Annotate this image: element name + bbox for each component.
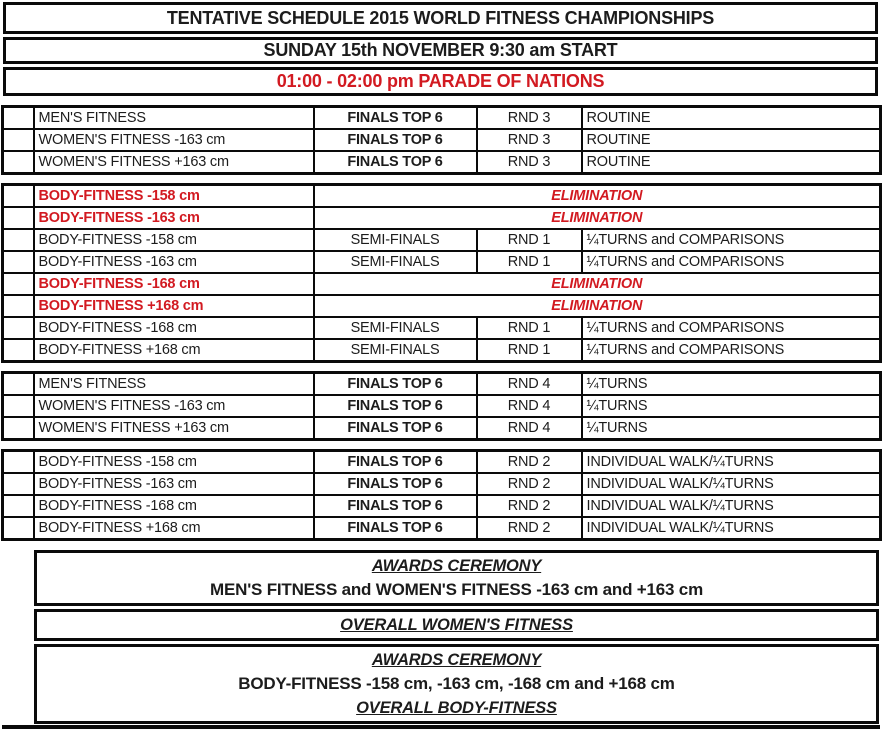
awards-line: MEN'S FITNESS and WOMEN'S FITNESS -163 cm and +163 cm: [210, 580, 703, 599]
schedule-row: [3, 273, 881, 295]
round-cell: RND 1: [477, 339, 582, 362]
stage-cell: SEMI-FINALS: [314, 251, 477, 273]
event-cell: BODY-FITNESS -158 cm: [34, 229, 314, 251]
round-cell: RND 2: [477, 473, 582, 495]
event-cell: BODY-FITNESS -168 cm: [34, 273, 314, 295]
row-margin-cell: [3, 339, 34, 362]
awards-line: BODY-FITNESS -158 cm, -163 cm, -168 cm and +168 cm: [238, 674, 675, 693]
schedule-row: [3, 495, 881, 517]
stage-cell: FINALS TOP 6: [314, 395, 477, 417]
round-cell: RND 4: [477, 395, 582, 417]
description-cell: INDIVIDUAL WALK/¼TURNS: [582, 495, 881, 517]
event-cell: WOMEN'S FITNESS -163 cm: [34, 395, 314, 417]
schedule-row: [3, 129, 881, 151]
awards-box-body-fitness: [34, 644, 879, 724]
event-cell: MEN'S FITNESS: [34, 107, 314, 130]
schedule-row: [3, 373, 881, 396]
row-margin-cell: [3, 395, 34, 417]
event-cell: BODY-FITNESS -163 cm: [34, 251, 314, 273]
schedule-row: [3, 473, 881, 495]
schedule-row: [3, 107, 881, 130]
event-cell: BODY-FITNESS -168 cm: [34, 317, 314, 339]
row-margin-cell: [3, 317, 34, 339]
header-title: TENTATIVE SCHEDULE 2015 WORLD FITNESS CHAMPIONSHIPS: [3, 2, 878, 34]
schedule-row: [3, 417, 881, 440]
round-cell: RND 2: [477, 495, 582, 517]
description-cell: ¼TURNS and COMPARISONS: [582, 339, 881, 362]
description-cell: ¼TURNS and COMPARISONS: [582, 229, 881, 251]
row-margin-cell: [3, 373, 34, 396]
schedule-row: [3, 151, 881, 174]
row-margin-cell: [3, 185, 34, 208]
stage-cell: FINALS TOP 6: [314, 129, 477, 151]
round-cell: RND 1: [477, 317, 582, 339]
stage-cell: FINALS TOP 6: [314, 473, 477, 495]
event-cell: MEN'S FITNESS: [34, 373, 314, 396]
schedule-row: [3, 295, 881, 317]
stage-cell: SEMI-FINALS: [314, 339, 477, 362]
round-cell: RND 3: [477, 151, 582, 174]
awards-line: AWARDS CEREMONY: [371, 557, 542, 575]
event-cell: BODY-FITNESS -158 cm: [34, 451, 314, 474]
event-cell: BODY-FITNESS -158 cm: [34, 185, 314, 208]
schedule-row: [3, 517, 881, 540]
elimination-cell: ELIMINATION: [314, 207, 881, 229]
row-margin-cell: [3, 151, 34, 174]
header-parade-of-nations: 01:00 - 02:00 pm PARADE OF NATIONS: [3, 67, 878, 96]
stage-cell: FINALS TOP 6: [314, 373, 477, 396]
schedule-row: [3, 451, 881, 474]
row-margin-cell: [3, 495, 34, 517]
stage-cell: FINALS TOP 6: [314, 417, 477, 440]
description-cell: INDIVIDUAL WALK/¼TURNS: [582, 451, 881, 474]
schedule-row: [3, 229, 881, 251]
schedule-row: [3, 185, 881, 208]
stage-cell: FINALS TOP 6: [314, 107, 477, 130]
description-cell: ROUTINE: [582, 107, 881, 130]
row-margin-cell: [3, 417, 34, 440]
row-margin-cell: [3, 451, 34, 474]
row-margin-cell: [3, 517, 34, 540]
event-cell: BODY-FITNESS +168 cm: [34, 339, 314, 362]
row-margin-cell: [3, 207, 34, 229]
awards-box-overall-womens-fitness: [34, 609, 879, 641]
schedule-row: [3, 395, 881, 417]
event-cell: BODY-FITNESS +168 cm: [34, 295, 314, 317]
description-cell: ¼TURNS: [582, 417, 881, 440]
event-cell: BODY-FITNESS +168 cm: [34, 517, 314, 540]
description-cell: INDIVIDUAL WALK/¼TURNS: [582, 473, 881, 495]
round-cell: RND 1: [477, 229, 582, 251]
event-cell: WOMEN'S FITNESS -163 cm: [34, 129, 314, 151]
stage-cell: SEMI-FINALS: [314, 317, 477, 339]
event-cell: BODY-FITNESS -163 cm: [34, 207, 314, 229]
event-cell: WOMEN'S FITNESS +163 cm: [34, 417, 314, 440]
elimination-cell: ELIMINATION: [314, 185, 881, 208]
elimination-cell: ELIMINATION: [314, 295, 881, 317]
description-cell: INDIVIDUAL WALK/¼TURNS: [582, 517, 881, 540]
round-cell: RND 4: [477, 373, 582, 396]
row-margin-cell: [3, 295, 34, 317]
schedule-table-finals-rnd3: [1, 105, 882, 175]
schedule-table-finals-rnd4: [1, 371, 882, 441]
description-cell: ¼TURNS and COMPARISONS: [582, 251, 881, 273]
stage-cell: FINALS TOP 6: [314, 495, 477, 517]
row-margin-cell: [3, 273, 34, 295]
event-cell: WOMEN'S FITNESS +163 cm: [34, 151, 314, 174]
awards-line: AWARDS CEREMONY: [371, 651, 542, 669]
row-margin-cell: [3, 107, 34, 130]
schedule-row: [3, 207, 881, 229]
round-cell: RND 4: [477, 417, 582, 440]
row-margin-cell: [3, 229, 34, 251]
stage-cell: FINALS TOP 6: [314, 517, 477, 540]
stage-cell: FINALS TOP 6: [314, 151, 477, 174]
round-cell: RND 2: [477, 451, 582, 474]
description-cell: ¼TURNS: [582, 395, 881, 417]
description-cell: ROUTINE: [582, 129, 881, 151]
schedule-row: [3, 339, 881, 362]
elimination-cell: ELIMINATION: [314, 273, 881, 295]
row-margin-cell: [3, 251, 34, 273]
event-cell: BODY-FITNESS -163 cm: [34, 473, 314, 495]
schedule-row: [3, 251, 881, 273]
awards-line: OVERALL WOMEN'S FITNESS: [340, 616, 573, 634]
stage-cell: FINALS TOP 6: [314, 451, 477, 474]
round-cell: RND 3: [477, 107, 582, 130]
round-cell: RND 2: [477, 517, 582, 540]
schedule-page: [0, 2, 882, 729]
awards-box-fitness: [34, 550, 879, 606]
description-cell: ROUTINE: [582, 151, 881, 174]
round-cell: RND 3: [477, 129, 582, 151]
schedule-table-body-fitness-finals-rnd2: [1, 449, 882, 541]
row-margin-cell: [3, 473, 34, 495]
header-date-start: SUNDAY 15th NOVEMBER 9:30 am START: [3, 37, 878, 64]
awards-line: OVERALL BODY-FITNESS: [356, 699, 557, 717]
event-cell: BODY-FITNESS -168 cm: [34, 495, 314, 517]
round-cell: RND 1: [477, 251, 582, 273]
description-cell: ¼TURNS: [582, 373, 881, 396]
stage-cell: SEMI-FINALS: [314, 229, 477, 251]
schedule-table-body-fitness-semifinals: [1, 183, 882, 363]
cutoff-next-table-edge: [2, 725, 880, 729]
row-margin-cell: [3, 129, 34, 151]
schedule-row: [3, 317, 881, 339]
description-cell: ¼TURNS and COMPARISONS: [582, 317, 881, 339]
